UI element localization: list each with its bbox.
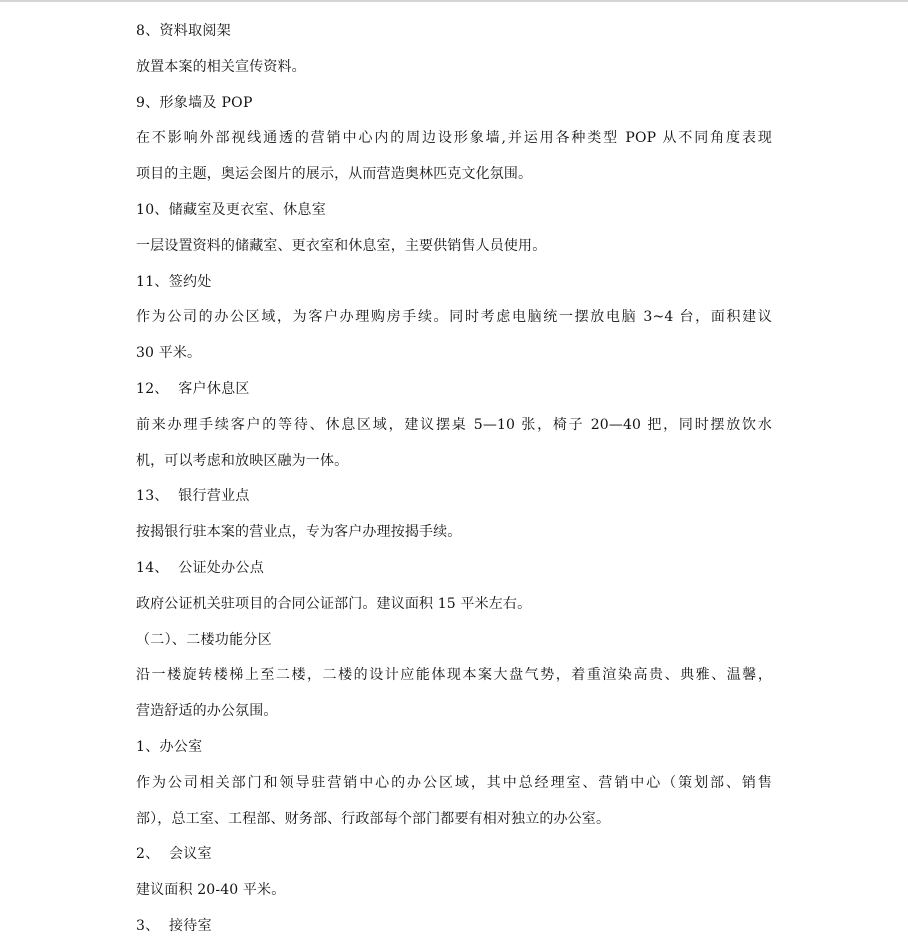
section-heading-reception-room: 3、 接待室 — [136, 917, 212, 934]
paragraph-signing-area-line-2: 30 平米。 — [136, 345, 202, 362]
paragraph-bank-counter: 按揭银行驻本案的营业点，专为客户办理按揭手续。 — [136, 524, 462, 541]
paragraph-customer-lounge-line-1: 前来办理手续客户的等待、休息区域，建议摆桌 5—10 张，椅子 20—40 把，同时摆放饮水 — [136, 416, 772, 433]
section-heading-second-floor: （二）、二楼功能分区 — [136, 631, 272, 648]
section-heading-bank-counter: 13、 银行营业点 — [136, 488, 250, 505]
paragraph-notary-office: 政府公证机关驻项目的合同公证部门。建议面积 15 平米左右。 — [136, 595, 532, 612]
section-heading-meeting-room: 2、 会议室 — [136, 846, 212, 863]
paragraph-second-floor-line-1: 沿一楼旋转楼梯上至二楼，二楼的设计应能体现本案大盘气势，着重渲染高贵、典雅、温馨， — [136, 667, 772, 684]
paragraph-image-wall-line-2: 项目的主题，奥运会图片的展示，从而营造奥林匹克文化氛围。 — [136, 166, 533, 183]
paragraph-second-floor-line-2: 营造舒适的办公氛围。 — [136, 703, 278, 720]
section-heading-notary-office: 14、 公证处办公点 — [136, 559, 265, 576]
page-top-border — [0, 0, 908, 2]
paragraph-storage-room: 一层设置资料的储藏室、更衣室和休息室，主要供销售人员使用。 — [136, 237, 547, 254]
document-body — [136, 18, 776, 934]
paragraph-image-wall-line-1: 在不影响外部视线通透的营销中心内的周边设形象墙,并运用各种类型 POP 从不同角度表现 — [136, 130, 772, 147]
paragraph-signing-area-line-1: 作为公司的办公区域，为客户办理购房手续。同时考虑电脑统一摆放电脑 3~4 台，面积建议 — [136, 309, 772, 326]
section-heading-brochure-rack: 8、资料取阅架 — [136, 23, 232, 39]
section-heading-signing-area: 11、签约处 — [136, 273, 212, 290]
section-heading-storage-room: 10、储藏室及更衣室、休息室 — [136, 201, 327, 218]
paragraph-meeting-room: 建议面积 20-40 平米。 — [136, 882, 286, 899]
paragraph-office-line-2: 部），总工室、工程部、财务部、行政部每个部门都要有相对独立的办公室。 — [136, 810, 611, 827]
paragraph-brochure-rack: 放置本案的相关宣传资料。 — [136, 58, 306, 75]
paragraph-office-line-1: 作为公司相关部门和领导驻营销中心的办公区域，其中总经理室、营销中心（策划部、销售 — [136, 774, 772, 791]
section-heading-image-wall: 9、形象墙及 POP — [136, 94, 253, 111]
section-heading-office: 1、办公室 — [136, 738, 203, 755]
section-heading-customer-lounge: 12、 客户休息区 — [136, 380, 250, 397]
paragraph-customer-lounge-line-2: 机，可以考虑和放映区融为一体。 — [136, 452, 349, 469]
